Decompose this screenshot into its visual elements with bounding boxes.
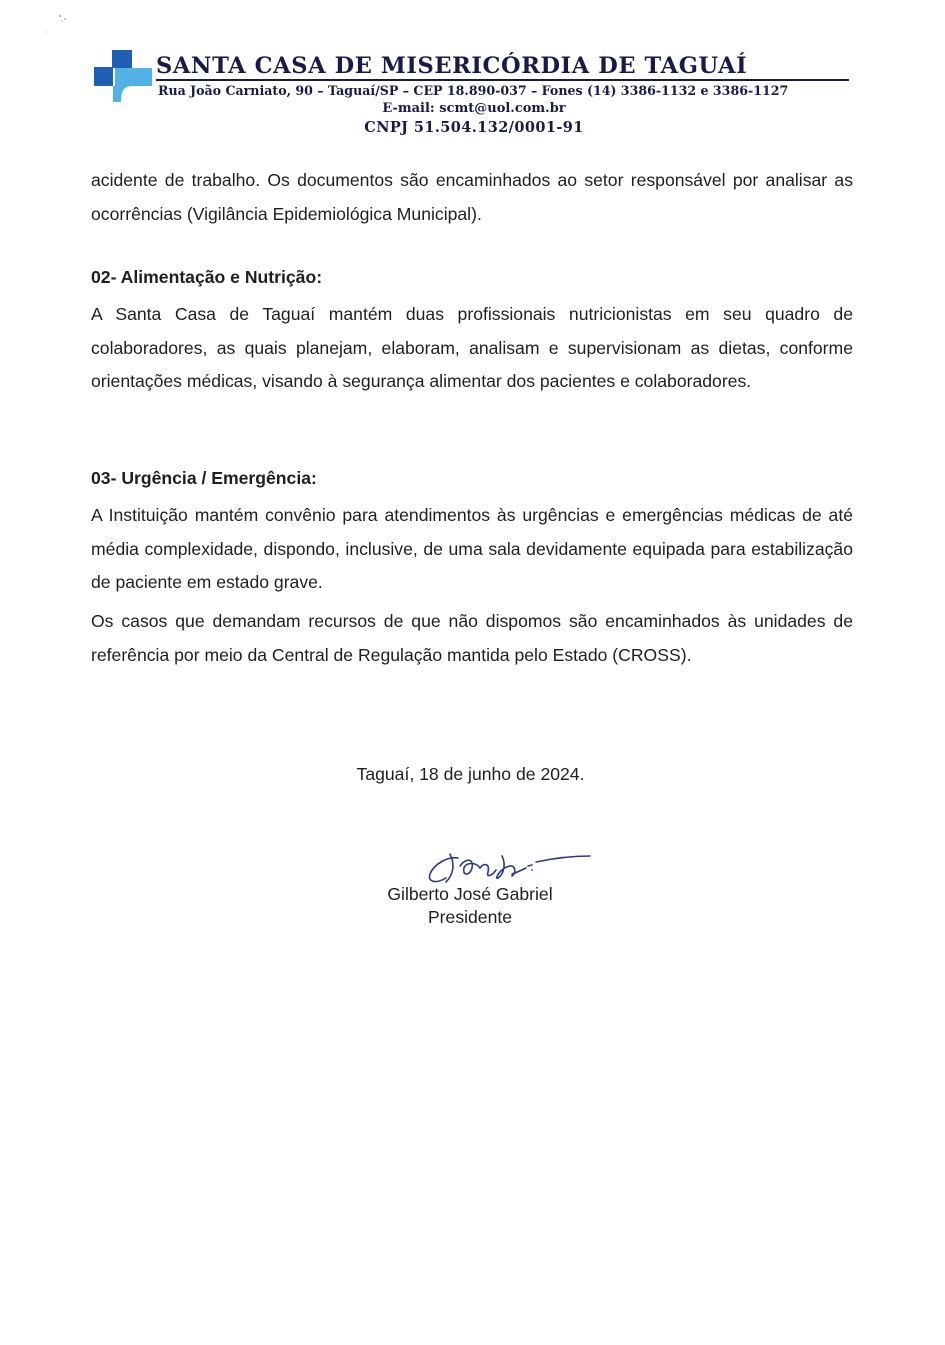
organization-address: Rua João Carniato, 90 – Taguaí/SP – CEP 18.890-037 – Fones (14) 3386-1132 e 3386-1127 [158,83,789,98]
organization-email: E-mail: scmt@uol.com.br [382,101,566,116]
section-body-emergency [91,499,853,600]
signer-name: Gilberto José Gabriel [387,884,553,904]
intro-paragraph: acidente de trabalho. Os documentos são encaminhados ao setor responsável por analisar as ocorrências (Vigilância Epidemiológica Municipal). [91,170,853,224]
section-paragraph: A Instituição mantém convênio para atendimentos às urgências e emergências médicas de até média complexidade, dispondo, inclusive, de uma sala devidamente equipada para estabilização de paciente em estado grave. [91,505,853,592]
organization-name: SANTA CASA DE MISERICÓRDIA DE TAGUAÍ [156,53,748,79]
intro-paragraph-block [91,164,853,231]
signer-title: Presidente [427,907,513,927]
section-body-emergency-2 [91,605,853,672]
section-heading-emergency: 03- Urgência / Emergência: [91,468,317,488]
medical-cross-logo-icon [94,50,152,102]
place-date [0,762,945,786]
place-date-text: Taguaí, 18 de junho de 2024. [356,764,585,784]
section-heading-nutrition: 02- Alimentação e Nutrição: [91,267,323,287]
organization-cnpj: CNPJ 51.504.132/0001-91 [364,119,584,136]
section-body-nutrition [91,298,853,399]
letterhead [94,50,854,142]
section-paragraph: A Santa Casa de Taguaí mantém duas profissionais nutricionistas em seu quadro de colaboradores, as quais planejam, elaboram, analisam e supervisionam as dietas, conforme orientações médicas, visando à segurança alimentar dos pacientes e colaboradores. [91,304,853,391]
section-paragraph: Os casos que demandam recursos de que não dispomos são encaminhados às unidades de referência por meio da Central de Regulação mantida pelo Estado (CROSS). [91,611,853,665]
letterhead-rule [156,79,849,81]
scan-speck-icon [40,10,80,40]
